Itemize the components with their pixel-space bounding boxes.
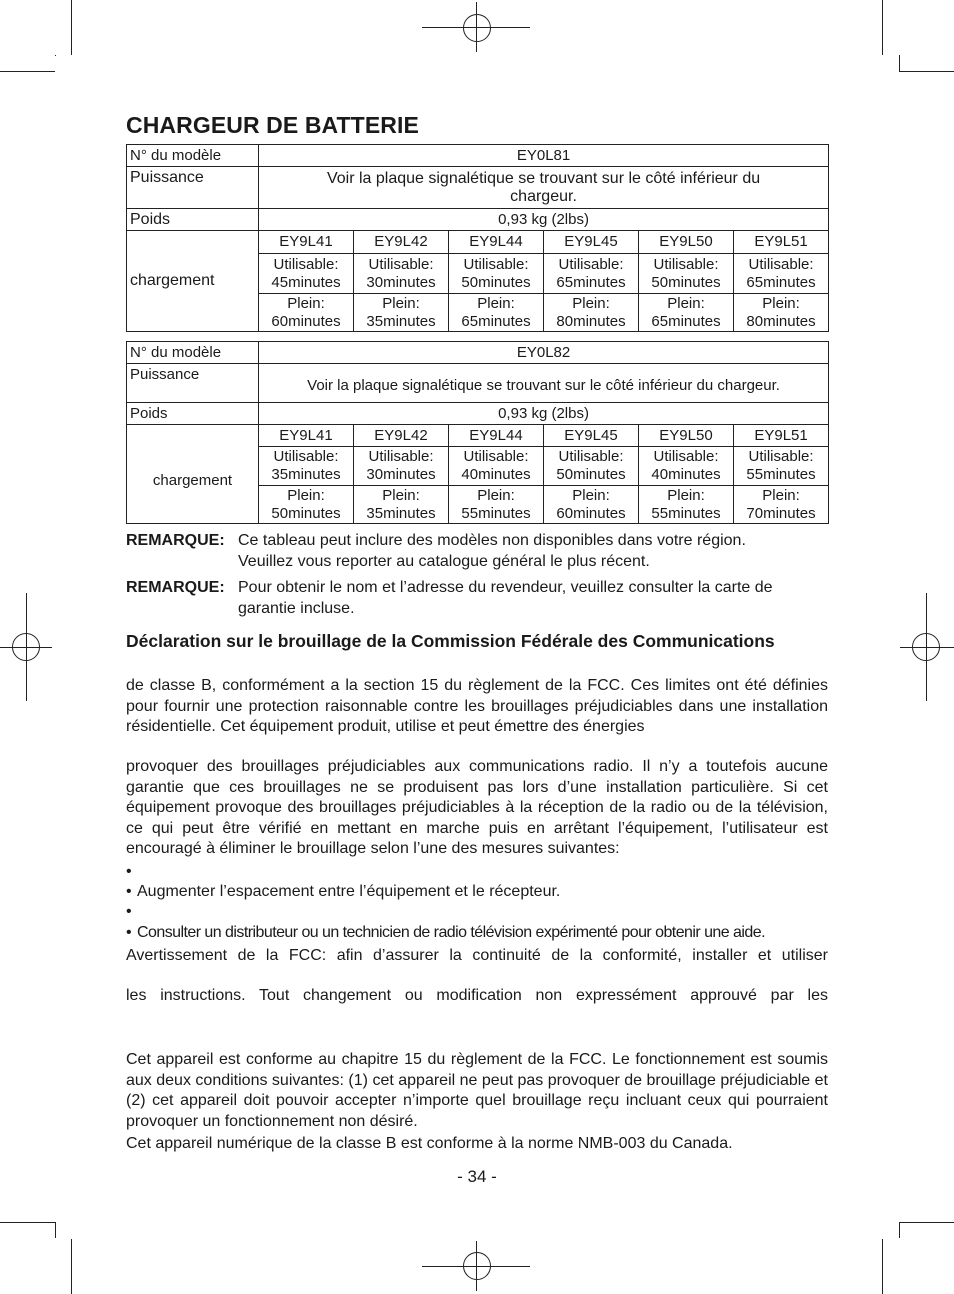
full-label: Plein: (762, 294, 800, 312)
fcc-heading: Déclaration sur le brouillage de la Commission Fédérale des Communications (126, 631, 775, 651)
page-number: - 34 - (457, 1167, 497, 1186)
page-title: CHARGEUR DE BATTERIE (126, 112, 419, 138)
bullet-text: Augmenter l’espacement entre l’équipement et le récepteur. (137, 883, 561, 900)
note-key: REMARQUE: (126, 579, 225, 596)
usable-label: Utilisable: (653, 255, 719, 273)
weight-value: 0,93 kg (2lbs) (259, 403, 829, 425)
power-value: Voir la plaque signalétique se trouvant sur le côté inférieur du chargeur. (259, 167, 829, 209)
bullet-mark: • (126, 924, 132, 941)
battery-model: EY9L44 (449, 425, 544, 447)
weight-value: 0,93 kg (2lbs) (259, 209, 829, 231)
battery-model: EY9L41 (259, 425, 354, 447)
full-time: 65minutes (461, 312, 531, 330)
usable-time: 45minutes (271, 273, 341, 291)
usable-label: Utilisable: (653, 448, 719, 465)
model-label: N° du modèle (127, 342, 259, 364)
battery-model: EY9L50 (639, 425, 734, 447)
usable-label: Utilisable: (463, 255, 529, 273)
bullet-item-4 (126, 923, 828, 943)
full-time: 60minutes (556, 504, 626, 522)
full-time-cell (354, 294, 449, 332)
full-time-cell (734, 486, 829, 524)
usable-label: Utilisable: (273, 255, 339, 273)
full-time-cell (544, 294, 639, 332)
usable-time: 65minutes (556, 273, 626, 291)
full-time: 70minutes (746, 504, 816, 522)
usable-time: 35minutes (271, 466, 341, 483)
model-value: EY0L82 (259, 342, 829, 364)
battery-model: EY9L51 (734, 425, 829, 447)
usable-label: Utilisable: (368, 448, 434, 465)
full-label: Plein: (572, 486, 610, 504)
full-label: Plein: (667, 486, 705, 504)
full-time-cell (259, 486, 354, 524)
fcc-warning-line-2: les instructions. Tout changement ou modification non expressément approuvé par les (126, 987, 828, 1004)
charge-label: chargement (127, 231, 259, 332)
full-time-cell (259, 294, 354, 332)
full-time: 35minutes (366, 504, 436, 522)
bullet-mark: • (126, 883, 132, 900)
note-availability (126, 530, 828, 572)
usable-time: 30minutes (366, 273, 436, 291)
full-label: Plein: (287, 486, 325, 504)
full-label: Plein: (382, 486, 420, 504)
power-value: Voir la plaque signalétique se trouvant sur le côté inférieur du chargeur. (259, 364, 829, 403)
full-time: 60minutes (271, 312, 341, 330)
spec-table-ey0l82 (126, 341, 829, 524)
bullet-item-1 (126, 862, 828, 882)
power-label: Puissance (127, 167, 259, 209)
usable-label: Utilisable: (368, 255, 434, 273)
usable-time-cell (544, 254, 639, 294)
usable-time-cell (734, 254, 829, 294)
usable-time-cell (639, 254, 734, 294)
model-label: N° du modèle (127, 145, 259, 167)
full-label: Plein: (287, 294, 325, 312)
usable-time: 40minutes (461, 466, 531, 483)
full-label: Plein: (382, 294, 420, 312)
usable-time-cell (354, 447, 449, 486)
usable-time: 50minutes (556, 466, 626, 483)
usable-time-cell (544, 447, 639, 486)
note-key: REMARQUE: (126, 532, 225, 549)
bullet-text: Consulter un distributeur ou un technicien de radio télévision expérimenté pour obtenir une aide. (137, 924, 765, 941)
usable-label: Utilisable: (558, 255, 624, 273)
note-text: Pour obtenir le nom et l’adresse du revendeur, veuillez consulter la carte de (238, 579, 773, 596)
bullet-item-3 (126, 902, 828, 922)
spec-table-ey0l81 (126, 144, 829, 332)
full-label: Plein: (667, 294, 705, 312)
usable-time-cell (259, 447, 354, 486)
full-time-cell (449, 486, 544, 524)
usable-label: Utilisable: (273, 448, 339, 465)
usable-label: Utilisable: (748, 448, 814, 465)
full-time: 35minutes (366, 312, 436, 330)
usable-time-cell (449, 254, 544, 294)
battery-model: EY9L45 (544, 425, 639, 447)
battery-model: EY9L41 (259, 231, 354, 254)
full-time: 50minutes (271, 504, 341, 522)
fcc-warning-line-1: Avertissement de la FCC: afin d’assurer la continuité de la conformité, installer et utiliser (126, 947, 828, 964)
usable-time: 65minutes (746, 273, 816, 291)
usable-time-cell (259, 254, 354, 294)
battery-model: EY9L50 (639, 231, 734, 254)
usable-time-cell (734, 447, 829, 486)
usable-time: 40minutes (651, 466, 721, 483)
full-time: 80minutes (556, 312, 626, 330)
fcc-paragraph-1: de classe B, conformément a la section 15 du règlement de la FCC. Ces limites ont été définies pour fournir une protection raisonnable contre les brouillages préjudiciables dans une installation résidentielle. Cet équipement produit, utilise et peut émettre des énergies (126, 677, 828, 735)
note-text: Veuillez vous reporter au catalogue général le plus récent. (238, 553, 650, 570)
usable-time: 50minutes (651, 273, 721, 291)
full-time: 55minutes (651, 504, 721, 522)
usable-time: 30minutes (366, 466, 436, 483)
note-text: garantie incluse. (238, 600, 355, 617)
usable-label: Utilisable: (558, 448, 624, 465)
usable-time-cell (354, 254, 449, 294)
full-time-cell (639, 486, 734, 524)
full-time: 80minutes (746, 312, 816, 330)
usable-time: 55minutes (746, 466, 816, 483)
battery-model: EY9L44 (449, 231, 544, 254)
model-value: EY0L81 (259, 145, 829, 167)
full-label: Plein: (762, 486, 800, 504)
fcc-paragraph-3: Cet appareil est conforme au chapitre 15 du règlement de la FCC. Le fonctionnement est soumis aux deux conditions suivantes: (1) cet appareil ne peut pas provoquer de brouillage préjudiciable et (2) cet appareil doit pouvoir accepter n’importe quel brouillage reçu incluant ceux qui pourraient provoquer un fonctionnement non désiré. (126, 1051, 828, 1130)
full-time-cell (734, 294, 829, 332)
power-label: Puissance (127, 364, 259, 403)
full-label: Plein: (477, 294, 515, 312)
full-time: 55minutes (461, 504, 531, 522)
charge-label: chargement (127, 425, 259, 524)
usable-time-cell (449, 447, 544, 486)
full-time-cell (639, 294, 734, 332)
battery-model: EY9L42 (354, 425, 449, 447)
battery-model: EY9L51 (734, 231, 829, 254)
full-label: Plein: (477, 486, 515, 504)
bullet-mark: • (126, 863, 132, 880)
full-time: 65minutes (651, 312, 721, 330)
bullet-item-2 (126, 882, 828, 902)
battery-model: EY9L42 (354, 231, 449, 254)
full-label: Plein: (572, 294, 610, 312)
bullet-mark: • (126, 903, 132, 920)
usable-label: Utilisable: (748, 255, 814, 273)
battery-model: EY9L45 (544, 231, 639, 254)
usable-time-cell (639, 447, 734, 486)
note-text: Ce tableau peut inclure des modèles non disponibles dans votre région. (238, 532, 746, 549)
usable-label: Utilisable: (463, 448, 529, 465)
weight-label: Poids (127, 209, 259, 231)
full-time-cell (449, 294, 544, 332)
note-dealer (126, 577, 828, 619)
weight-label: Poids (127, 403, 259, 425)
usable-time: 50minutes (461, 273, 531, 291)
fcc-paragraph-4: Cet appareil numérique de la classe B est conforme à la norme NMB-003 du Canada. (126, 1135, 733, 1152)
full-time-cell (544, 486, 639, 524)
fcc-paragraph-2: provoquer des brouillages préjudiciables aux communications radio. Il n’y a toutefois aucune garantie que ces brouillages ne se produisent pas lors d’une installation particulière. Si cet équipement provoque des brouillages préjudiciables à la réception de la radio ou de la télévision, ce qui peut être vérifié en mettant en marche puis en arrêtant l’équipement, l’utilisateur est encouragé à éliminer le brouillage selon l’une des mesures suivantes: (126, 758, 828, 857)
full-time-cell (354, 486, 449, 524)
